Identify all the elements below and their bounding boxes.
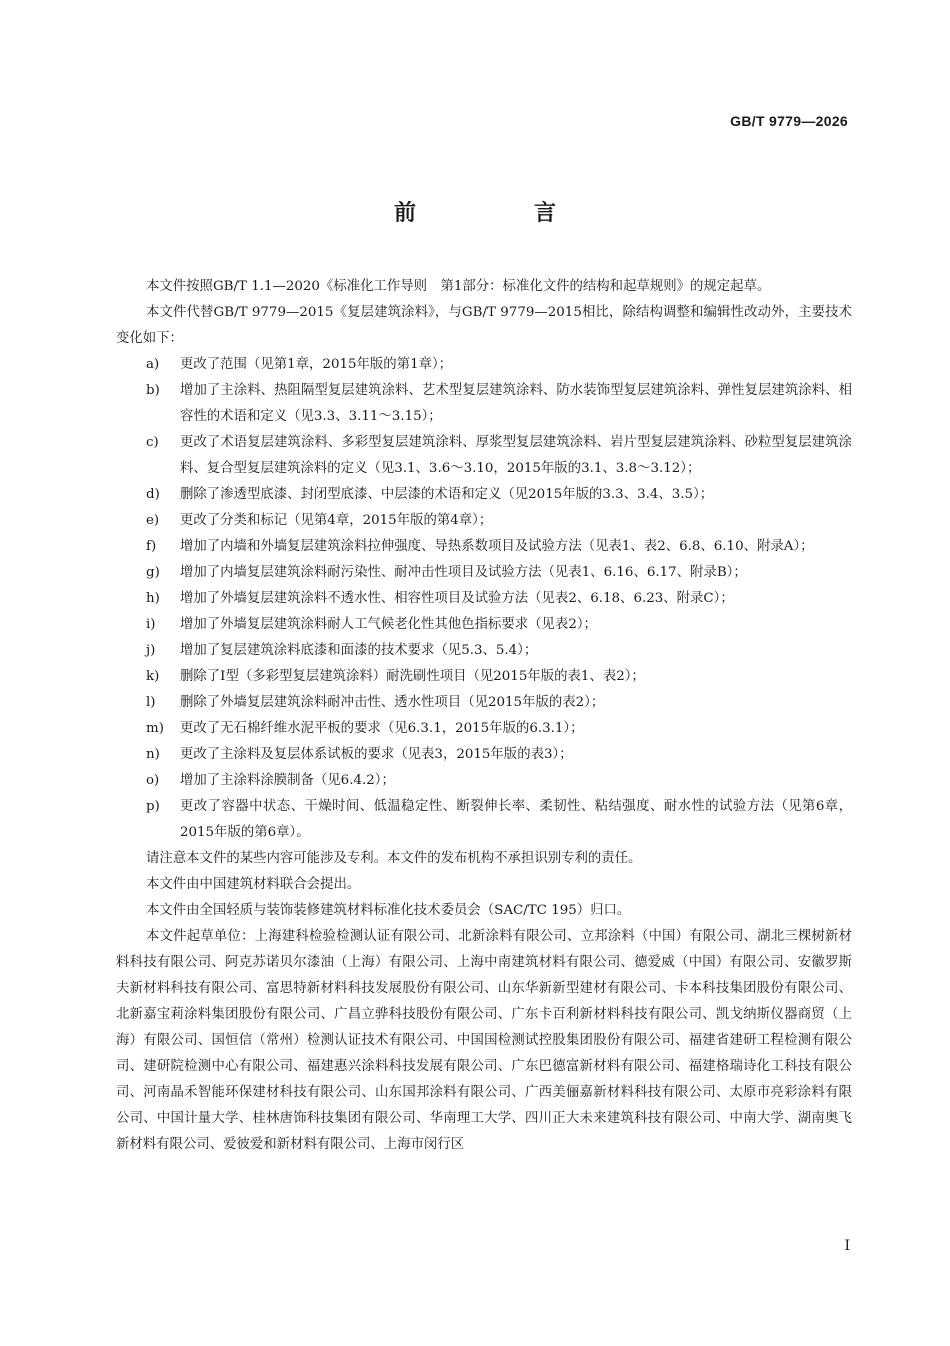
committee-statement: 本文件由全国轻质与装饰装修建筑材料标准化技术委员会（SAC/TC 195）归口。 — [146, 903, 631, 918]
item-marker: i) — [146, 617, 156, 632]
list-item — [116, 690, 852, 716]
item-text: 增加了外墙复层建筑涂料耐人工气候老化性其他色指标要求（见表2）； — [180, 617, 597, 632]
item-marker: d) — [146, 487, 160, 502]
item-text: 更改了无石棉纤维水泥平板的要求（见6.3.1，2015年版的6.3.1）； — [180, 721, 584, 736]
page-number: Ⅰ — [844, 1238, 850, 1254]
list-item — [116, 378, 852, 430]
list-item — [116, 560, 852, 586]
item-text: 增加了复层建筑涂料底漆和面漆的技术要求（见5.3、5.4）； — [180, 643, 538, 658]
list-item — [116, 768, 852, 794]
item-marker: f) — [146, 539, 157, 554]
item-marker: c) — [146, 435, 159, 450]
item-text: 删除了Ⅰ型（多彩型复层建筑涂料）耐洗刷性项目（见2015年版的表1、表2）； — [180, 669, 645, 684]
proposer-statement: 本文件由中国建筑材料联合会提出。 — [146, 877, 361, 892]
item-marker: k) — [146, 669, 160, 684]
item-text: 更改了范围（见第1章，2015年版的第1章）； — [180, 357, 453, 372]
item-text: 增加了内墙复层建筑涂料耐污染性、耐冲击性项目及试验方法（见表1、6.16、6.17、附录B）； — [180, 565, 747, 580]
item-text: 更改了术语复层建筑涂料、多彩型复层建筑涂料、厚浆型复层建筑涂料、岩片型复层建筑涂料、砂粒型复层建筑涂料、复合型复层建筑涂料的定义（见3.1、3.6～3.10，2015年版的3.1、3.8～3.12）； — [180, 435, 852, 476]
item-text: 删除了渗透型底漆、封闭型底漆、中层漆的术语和定义（见2015年版的3.3、3.4、3.5）； — [180, 487, 714, 502]
intro-paragraph: 本文件代替GB/T 9779—2015《复层建筑涂料》，与GB/T 9779—2015相比，除结构调整和编辑性改动外，主要技术变化如下： — [116, 305, 852, 346]
list-item — [116, 638, 852, 664]
item-text: 更改了主涂料及复层体系试板的要求（见表3，2015年版的表3）； — [180, 747, 573, 762]
item-marker: n) — [146, 747, 160, 762]
item-marker: p) — [146, 799, 160, 814]
list-item — [116, 482, 852, 508]
item-text: 更改了容器中状态、干燥时间、低温稳定性、断裂伸长率、柔韧性、粘结强度、耐水性的试验方法（见第6章，2015年版的第6章）。 — [180, 799, 852, 840]
intro-paragraph: 本文件按照GB/T 1.1—2020《标准化工作导则 第1部分：标准化文件的结构和起草规则》的规定起草。 — [146, 279, 771, 294]
item-marker: g) — [146, 565, 160, 580]
list-item — [116, 586, 852, 612]
list-item — [116, 742, 852, 768]
list-item — [116, 716, 852, 742]
item-text: 增加了主涂料、热阻隔型复层建筑涂料、艺术型复层建筑涂料、防水装饰型复层建筑涂料、弹性复层建筑涂料、相容性的术语和定义（见3.3、3.11～3.15）； — [180, 383, 852, 424]
patent-notice: 请注意本文件的某些内容可能涉及专利。本文件的发布机构不承担识别专利的责任。 — [146, 851, 642, 866]
list-item — [116, 664, 852, 690]
list-item — [116, 534, 852, 560]
item-marker: e) — [146, 513, 160, 528]
item-marker: o) — [146, 773, 160, 788]
item-marker: b) — [146, 383, 160, 398]
item-text: 删除了外墙复层建筑涂料耐冲击性、透水性项目（见2015年版的表2）； — [180, 695, 605, 710]
item-marker: m) — [146, 721, 164, 736]
changes-list — [116, 352, 852, 846]
list-item — [116, 352, 852, 378]
standard-code: GB/T 9779—2026 — [730, 113, 848, 129]
list-item — [116, 508, 852, 534]
page-title: 前 言 — [393, 201, 604, 226]
item-marker: a) — [146, 357, 160, 372]
item-marker: h) — [146, 591, 160, 606]
list-item — [116, 430, 852, 482]
item-marker: l) — [146, 695, 156, 710]
item-text: 增加了内墙和外墙复层建筑涂料拉伸强度、导热系数项目及试验方法（见表1、表2、6.8、6.10、附录A）； — [180, 539, 814, 554]
item-text: 更改了分类和标记（见第4章，2015年版的第4章）； — [180, 513, 493, 528]
item-text: 增加了主涂料涂膜制备（见6.4.2）； — [180, 773, 395, 788]
document-body — [116, 274, 852, 1158]
item-marker: j) — [146, 643, 156, 658]
drafting-units: 本文件起草单位：上海建科检验检测认证有限公司、北新涂料有限公司、立邦涂料（中国）有限公司、湖北三棵树新材料科技有限公司、阿克苏诺贝尔漆油（上海）有限公司、上海中南建筑材料有限公司、德爱威（中国）有限公司、安徽罗斯夫新材料科技有限公司、富思特新材料科技发展股份有限公司、山东华新新型建材有限公司、卡本科技集团股份有限公司、北新嘉宝莉涂料集团股份有限公司、广昌立骅科技股份有限公司、广东卡百利新材料科技有限公司、凯戈纳斯仪器商贸（上海）有限公司、国恒信（常州）检测认证技术有限公司、中国国检测试控股集团股份有限公司、福建省建研工程检测有限公司、建研院检测中心有限公司、福建惠兴涂料科技发展有限公司、广东巴德富新材料有限公司、福建格瑞诗化工科技有限公司、河南晶禾智能环保建材科技有限公司、山东国邦涂料有限公司、广西美俪嘉新材料科技有限公司、太原市亮彩涂料有限公司、中国计量大学、桂林唐饰科技集团有限公司、华南理工大学、四川正大未来建筑科技有限公司、中南大学、湖南奥飞新材料有限公司、爱彼爱和新材料有限公司、上海市闵行区 — [116, 929, 852, 1152]
item-text: 增加了外墙复层建筑涂料不透水性、相容性项目及试验方法（见表2、6.18、6.23、附录C）； — [180, 591, 734, 606]
list-item — [116, 794, 852, 846]
list-item — [116, 612, 852, 638]
